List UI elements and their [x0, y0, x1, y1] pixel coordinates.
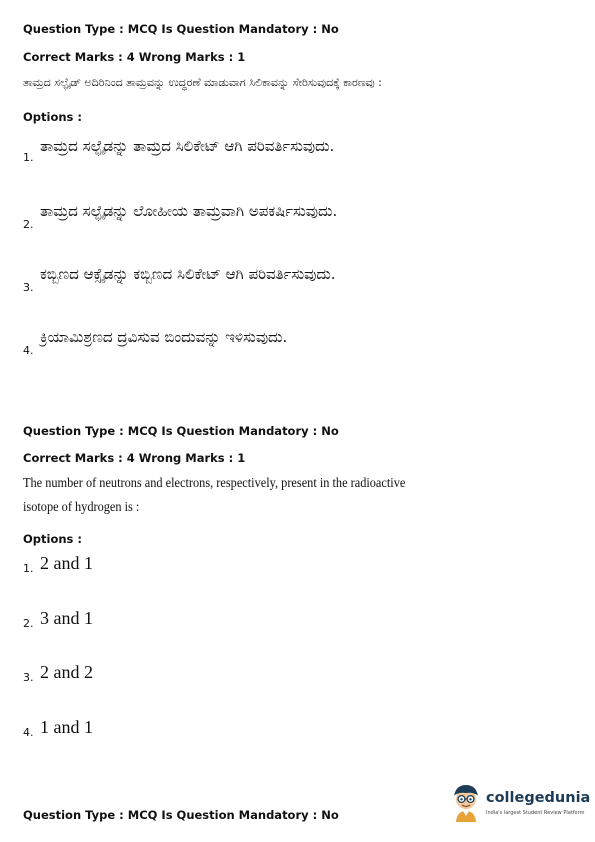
question-text: ತಾಮ್ರದ ಸಲ್ಫೈಡ್ ಅದಿರಿನಿಂದ ತಾಮ್ರವನ್ನು ಉದ್ಧರಣೆ ಮಾಡುವಾಗ ಸಿಲಿಕಾವನ್ನು ಸೇರಿಸುವುದಕ್ಕೆ ಕಾರಣವು :	[23, 76, 382, 89]
marks-line: Correct Marks : 4 Wrong Marks : 1	[23, 451, 246, 465]
option-text: 1 and 1	[40, 717, 93, 737]
question-type-line: Question Type : MCQ Is Question Mandatory : No	[23, 808, 339, 822]
option-number: 4.	[23, 344, 34, 357]
option-text: ಕ್ರಿಯಾಮಿಶ್ರಣದ ದ್ರವಿಸುವ ಬಿಂದುವನ್ನು ಇಳಿಸುವುದು.	[40, 328, 288, 346]
option-number: 3.	[23, 281, 34, 294]
question-text: The number of neutrons and electrons, respectively, present in the radioactive isotope of hydrogen is :	[23, 476, 406, 515]
logo-tagline: India's largest Student Review Platform	[486, 810, 585, 816]
option-number: 2.	[23, 218, 34, 231]
option-text: ತಾಮ್ರದ ಸಲ್ಫೈಡನ್ನು ತಾಮ್ರದ ಸಿಲಿಕೇಟ್ ಆಗಿ ಪರಿವರ್ತಿಸುವುದು.	[40, 137, 335, 155]
collegedunia-logo	[448, 780, 591, 825]
option-text: ತಾಮ್ರದ ಸಲ್ಫೈಡನ್ನು ಲೋಹೀಯ ತಾಮ್ರವಾಗಿ ಅಪಕರ್ಷಿಸುವುದು.	[40, 202, 338, 220]
option-number: 4.	[23, 726, 34, 739]
options-label: Options :	[23, 110, 82, 124]
option-text: 2 and 2	[40, 662, 93, 682]
question-type-line: Question Type : MCQ Is Question Mandatory : No	[23, 22, 339, 36]
option-number: 1.	[23, 151, 34, 164]
options-label: Options :	[23, 532, 82, 546]
question-type-line: Question Type : MCQ Is Question Mandatory : No	[23, 424, 339, 438]
option-number: 2.	[23, 617, 34, 630]
marks-line: Correct Marks : 4 Wrong Marks : 1	[23, 50, 246, 64]
option-text: 3 and 1	[40, 608, 93, 628]
option-number: 1.	[23, 562, 34, 575]
option-text: ಕಬ್ಬಿಣದ ಆಕ್ಸೈಡನ್ನು ಕಬ್ಬಿಣದ ಸಿಲಿಕೇಟ್ ಆಗಿ ಪರಿವರ್ತಿಸುವುದು.	[40, 265, 336, 283]
logo-wordmark: collegedunia	[486, 790, 591, 806]
option-text: 2 and 1	[40, 553, 93, 573]
student-mascot-icon	[448, 782, 484, 824]
option-number: 3.	[23, 671, 34, 684]
